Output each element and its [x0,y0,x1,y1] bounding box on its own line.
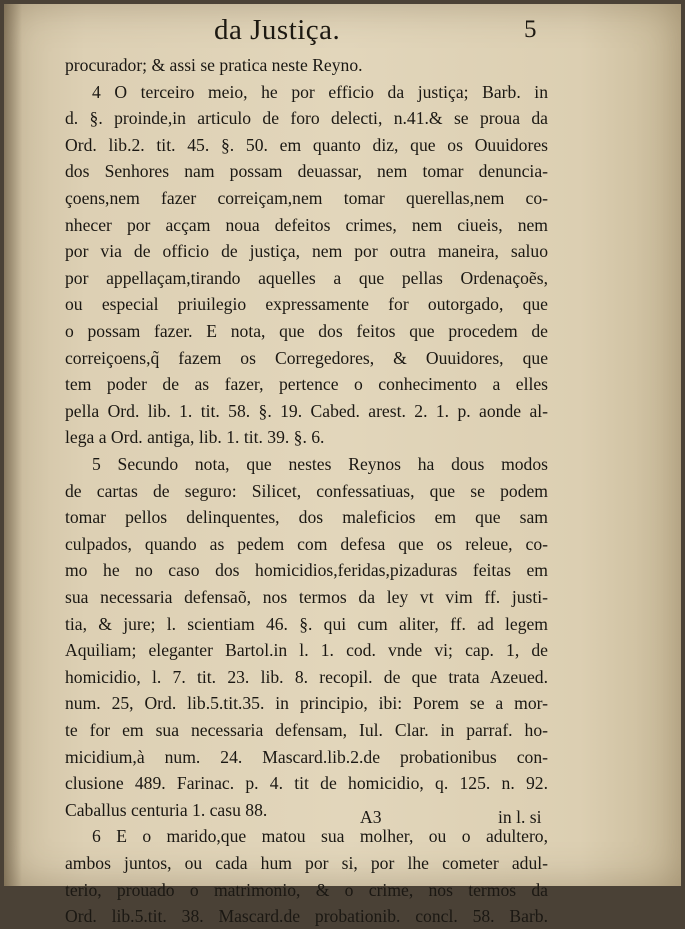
text-line: o possam fazer. E nota, que dos feitos que procedem de [65,321,548,341]
text-line: Ord. lib.5.tit. 38. Mascard.de probationib. concl. 58. Barb. [65,906,548,927]
text-line: te for em sua necessaria defensam, Iul. Clar. in parraf. ho- [65,720,548,740]
book-page [4,4,681,927]
text-line: por via de officio de justiça, nem por outra maneira, saluo [65,241,548,262]
text-line: ou especial priuilegio expressamente for outorgado, que [65,294,548,315]
text-line: num. 25, Ord. lib.5.tit.35. in principio, ibi: Porem se a mor- [65,693,548,714]
page-footer [4,807,681,833]
text-line: 4 O terceiro meio, he por efficio da justiça; Barb. in [92,81,548,102]
text-line: 6 E o marido,que matou sua molher, ou o adultero, [92,826,548,847]
text-line: tia, & jure; l. scientiam 46. §. qui cum aliter, ff. ad legem [65,613,548,634]
text-line: de cartas de seguro: Silicet, confessatiuas, que se podem [65,480,548,501]
text-line: correiçoens,q̃ fazem os Corregedores, & Ouuidores, que [65,347,548,368]
text-line: Aquiliam; eleganter Bartol.in l. 1. cod. vnde vi; cap. 1, de [65,640,548,661]
text-line: sua necessaria defensaõ, nos termos da ley vt vim ff. justi- [65,587,548,607]
text-line: lega a Ord. antiga, lib. 1. tit. 39. §. 6. [65,427,325,448]
text-line: culpados, quando as pedem com defesa que os releue, co- [65,533,548,554]
text-line: dos Senhores nam possam deuassar, nem tomar denuncia- [65,161,548,182]
running-title: da Justiça. [214,14,341,46]
text-line: clusione 489. Farinac. p. 4. tit de homicidio, q. 125. n. 92. [65,773,548,794]
catchword: in l. si [498,807,542,827]
text-line: mo he no caso dos homicidios,feridas,pizaduras feitas em [65,560,548,581]
text-line: procurador; & assi se pratica neste Reyno. [65,55,363,75]
text-line: por appellaçam,tirando aquelles a que pellas Ordenaçoẽs, [65,267,548,288]
page-number: 5 [524,16,537,43]
text-line: Ord. lib.2. tit. 45. §. 50. em quanto diz, que os Ouuidores [65,134,548,155]
text-line: Caballus centuria 1. casu 88. [65,799,268,820]
signature-mark: A3 [360,807,382,827]
text-line: d. §. proinde,in articulo de foro delecti, n.41.& se proua da [65,108,548,129]
text-line: tem poder de as fazer, pertence o conhecimento a elles [65,374,548,395]
text-line: 5 Secundo nota, que nestes Reynos ha dous modos [92,454,548,474]
text-line: nhecer por acçam noua defeitos crimes, nem ciueis, nem [65,214,548,235]
text-line: tomar pellos delinquentes, dos maleficios em que sam [65,507,548,528]
text-line: ambos juntos, ou cada hum por si, por lhe cometer adul- [65,853,548,873]
text-line: homicidio, l. 7. tit. 23. lib. 8. recopil. de que trata Azeued. [65,666,548,687]
text-line: çoens,nem fazer correiçam,nem tomar querellas,nem co- [65,188,548,208]
text-line: micidium,à num. 24. Mascard.lib.2.de probationibus con- [65,746,548,767]
page-header [4,14,681,52]
text-line: terio, prouado o matrimonio, & o crime, nos termos da [65,879,548,900]
text-line: pella Ord. lib. 1. tit. 58. §. 19. Cabed. arest. 2. 1. p. aonde al- [65,400,548,421]
